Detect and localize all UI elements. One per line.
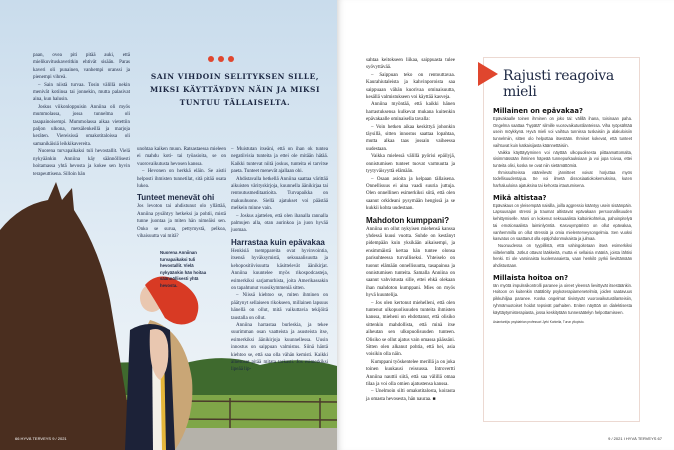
section-heading: Millainen on epävakaa? [493,107,583,115]
section-heading: Millaista hoitoa on? [493,273,569,282]
paragraph: Epävakaalle toinen ihminen on joko tai: välillä ihana, toisinaan paha. Ongelma saattaa "hypätä" silmille vuorovaikutustilanteissa. Viha ryöpsähtää usein möykkynä. Hyvä mieli voi vaihtua tunnissa tuskaisiin ja alakuloisiin tunnelmiin, sitten olo helpottaa itsestään. Ihmiset kokevat, että tunteet vaihtuvat kuin katkaisijasta käännettäisiin. [493,116,632,148]
article-column-2 [137,146,226,240]
paragraph: – Saippuan teko on rentouttavaa. Kaurahiutaleista ja kahvinporoista saa saippuaan vähän kuorivaa ominaisuutta, kesällä valmistukseen voi käyttää kasveja. [366,72,455,101]
play-triangle-icon [478,62,498,86]
article-column-1 [33,52,130,178]
paragraph: paan, ovea piti pitää auki, että mielikuvituskaveritkin ehtivät sisään. Paras kaveri oli punainen, vanhempi oranssi ja pienempi vihreä. [33,53,130,81]
paragraph: – Sain niistä turvaa. Tosin välillä nekin menivät kotiinsa tai jonnekin, mutta palasivat aina, kun halusin. [33,82,130,103]
section-heading: Mahdoton kumppani? [366,215,450,225]
paragraph: Anniina on ollut nykyisen miehensä kanssa yhdessä kuusi vuotta. Suhde on kestänyt pidempään kuin yksikään aikaisempi, ja ensimmäistä kertaa hän tuntee olonsa parisuhteessa turvalliseksi. Yhteiselo on tuonut elämään onnellisuutta, tasapainoa ja onnistumisen tunteita. Samalla Anniina on saanut vahvistusta sille, ettei ehkä olekaan ihan mahdoton kumppani. Mies on myös hyvä kuuntelija. [366,226,455,299]
paragraph: Nuorena turvapaikaksi tuli hevostallit. Vielä nykyäänkin Anniina käy säännöllisesti hoitamassa yhtä hevosta ja kokee sen hyvin terapeuttisena. Silloin hän [33,149,130,177]
paragraph: Vaikka käyttäytyminen voi näyttää ulkopuolisesta piittaamattomalta, sisimmässään ihminen häpeää tunnepurkauksiaan ja voi jopa toivoa, ettei tunteita olisi, koska ne ovat niin sietämättömiä. [493,149,632,168]
paragraph: – Jos olen kertonut miehelleni, että olen tuntenut ulkopuolisuuden tunteita ihmisten kanssa, mieheni on ehdottanut, että olisiko sittenkin mahdollista, että minä itse aiheutan sen ulkopuolisuuden tunteen. Olisiko se ollut ajatus vain omassa päässäni. Sitten olen alkanut pohtia, että hei, asia voisikin olla näin. [366,300,455,358]
article-column-4 [366,57,455,403]
article-column-3 [231,146,328,374]
paragraph: – Hevonen on herkkä eläin. Se aistii helposti ihmisten tunnetilat, sitä pitää osata lukea. [137,169,226,190]
paragraph: Anniina myöntää, että kaikki hänen harrastuksensa kulkevat mukana kuitenkin epävakaalle ominaisella tavalla: [366,102,455,123]
paragraph: – Osaan asioita ja kelpaan tällaisena. Onnellisuus ei aina vaadi suuria juttuja. Olen onnellinen esimerkiksi siitä, että olen saanut orkideani pysymään hengissä ja se kukkii kohta uudestaan. [366,176,455,212]
paragraph: – Joskus ajattelen, että olen ihanalla rannalla palmujen alla, otan aurinkoa ja juon hyvää juomaa. [231,213,328,234]
pull-quote: SAIN VIHDOIN SELITYKSEN SILLE, MIKSI KÄYTTÄYDYN NÄIN JA MIKSI TUNTUU TÄLLAISELTA. [149,72,321,107]
paragraph: sahtaa keitokseen liikaa, saippuasta tulee syövyttävää. [366,58,455,71]
paragraph: – Niissä kiehtoo se, miten ihminen on päätynyt sellaiseen rikokseen, millainen lapsuus hänellä on ollut, mitä vaikuttavia tekijöitä taustalla on ollut. [231,293,328,321]
paragraph: – Voin hetken aikaa keskittyä johonkin täysillä, sitten innostus saattaa lopahtaa, mutta alkaa taas jossain vaiheessa uudestaan. [366,124,455,152]
sidebar-box [483,57,640,422]
paragraph: Joskus viikonloppuisin Anniina oli myös mummolassa, jossa tunnelma oli tasapainoisempi. Mummolassa aikaa vietettiin paljon ulkona, metsälenkeillä ja marjoja keräten. Viereisissä omakotitaloissa oli samanikäisiä leikkikavereita. [33,104,130,147]
sidebar-title: Rajusti reagoiva mieli [503,68,614,100]
decorative-dots [208,56,234,62]
paragraph: Epävakaus on yleisempää naisilla, joilla aggressio kääntyy usein sisäänpäin. Lapsuusajan stressi ja traumat altistavat epävakaan persoonallisuuden kehittymiselle. Moni on kokenut seksuaalista kaltoinkohtelua, pahoinpitelyä tai emotionaalista laiminlyöntiä. Kasvuympäristö on ollut epävakaa, vanhemmilla on ollut stressiä ja omia mielenterveysongelmia. Sen vuoksi kasvatus on saattanut olla epäjohdonmukaista ja julmaa. [493,202,632,242]
paragraph: Henkisiä tsemppareita ovat hyvinvointia, itsensä hyväksymistä, seksuaalisuutta ja kehopositiivisuutta käsittelevät äänikirjat. Anniina kuuntelee myös rikospodcasteja, esimerkiksi sarjamurhista, joita Amerikassakin on tapahtunut vuosikymmeniä sitten. [231,248,328,291]
section-heading: Harrastaa kuin epävakaa [231,237,325,247]
paragraph: unohtaa kaiken muun. Ratsastaessa mieleen ei mahdu koti- tai työasioita, se on vuorovaikutusta hevosen kanssa. [137,147,226,167]
page-folio-left: 66 HYVÄ TERVEYS 9 / 2021 [15,436,67,441]
paragraph: – Muistutan itseäni, että on ihan ok tuntea negatiivisia tunteita ja ettei ole mitään hätää. Kaikki tuntevat niitä joskus, tunteita ei tarvitse paeta. Tunteet menevät ajallaan ohi. [231,147,328,175]
right-page [337,0,674,450]
paragraph: Kumppani työskentelee merillä ja on joka toinen kuukausi reissussa. Introvertti Anniina nauttii siitä, että saa välillä omaa tilaa ja voi olla omien ajatustensa kanssa. [366,359,455,388]
section-heading: Mikä altistaa? [493,193,547,202]
expert-credit: Asiantuntija: psykiatrian professori Jyrki Korkeila, Turun yliopisto. [493,320,585,325]
paragraph: Iän myötä impulssikontrolli paranee ja oireet yleensä lievittyvät itsestäänkin. Hoitoon on kuitenkin räätälöity psykoterapiamenetelmiä, joiden saatavuus pikkuhiljaa paranee. Koska ongelmat tiivistyvät vuorovaikutustilanteisiin, ryhmämuotoiset hoidot tepsivät parhaiten. Eniten näyttöä on dialektisesta käyttäytymisterapiasta, jossa keskitytään tunnesäätelyn helpottamiseen. [493,282,632,315]
paragraph: – Unelmoin silti omakotitalosta, koirasta ja omasta hevosesta, hän nauraa. ■ [366,389,455,402]
sidebar-text [493,106,632,325]
paragraph: Anniina harrastaa burleskia, ja tekee suurimman osan vaatteista ja asusteista itse, esimerkiksi äänikirjoja kuunnellessa. Uusin innostus on saippuan valmistus. Siinä häntä kiehtoo se, että saa olla vähän kemisti. Kaikki ainesosat pitää mitata tarkasti. Jos esimerkiksi lipeää lip- [231,322,328,373]
paragraph: Jos levoton tai ahdistunut olo yllättää, Anniina pysähtyy hetkeksi ja pohtii, mistä tunne juontaa ja miten hän nimeäisi sen. Onko se surua, pettymystä, pelkoa, vihaisuutta vai mitä? [137,204,226,240]
page-folio-right: 9 / 2021 I HYVÄ TERVEYS 67 [608,436,662,441]
paragraph: Ihmissuhteissa vääreilevät jännitteet voivat horjuttaa myös todellisuudentajua. Se voi ilmetä dissosiaatiokokemuksina, kuten harhaluuloina ajatuksina tai kehosta irtautumisena. [493,169,632,189]
section-heading: Tunteet menevät ohi [137,193,215,203]
photo-caption: Nuorena Anniinan turvapaikaksi tuli hevostallit. Vielä nykyäänkin hän hoitaa säännöllisesti yhtä hevosta. [160,250,207,288]
paragraph: Vaikka mielessä välillä pyörisi epäilyjä, onnistumisen tunteet tuovat varmuutta ja tyytyväisyyttä elämään. [366,154,455,175]
paragraph: Ahdistavalla hetkellä Anniina saattaa värittää aikuisten värityskirjoja, kuunnella äänikirjaa tai rentoutusmeditaatioita. Turvapaikka on makuuhuone. Siellä ajatukset voi päästää melkein minne vain. [231,176,328,212]
paragraph: Nuoruudessa on tyypillistä, että vahingoitetaan itseä esimerkiksi viiltelemällä. Jotkut ottavat lääkkeitä, mutta ei sellaisia määriä, joista lähtisi henki. Ei ole varsinaista kuolemanaietta, vaan henkilö pyrkii lievittämään ahdistustaan. [493,242,632,269]
